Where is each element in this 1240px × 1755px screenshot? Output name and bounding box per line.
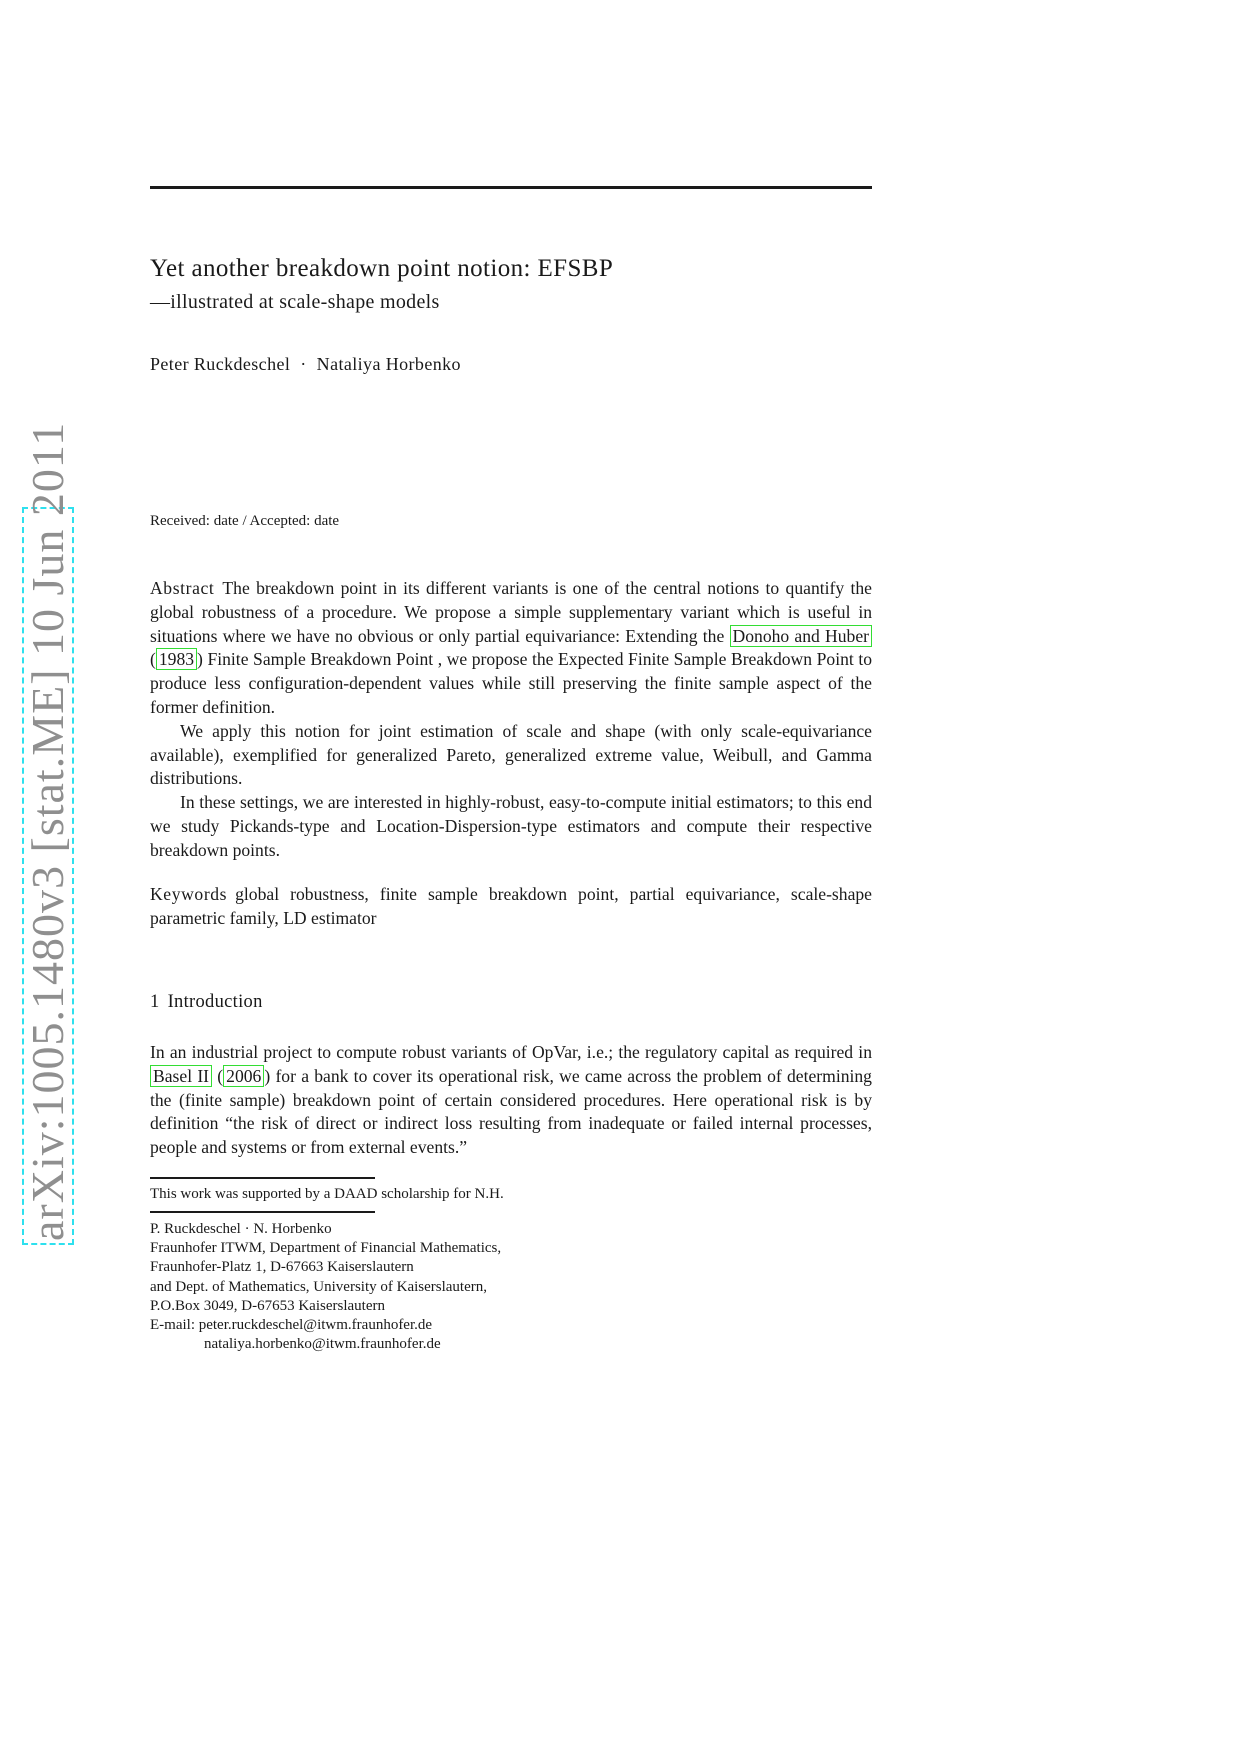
author-separator: ·: [300, 354, 307, 374]
author-name: Nataliya Horbenko: [316, 354, 461, 374]
author-address: [150, 1220, 501, 1354]
citation-link-author[interactable]: Basel II: [150, 1065, 212, 1087]
email-line: E-mail: peter.ruckdeschel@itwm.fraunhofer.de: [150, 1317, 433, 1334]
footnote-rule: [150, 1177, 375, 1179]
section-heading: [150, 992, 263, 1013]
paper-subtitle: —illustrated at scale-shape models: [150, 291, 440, 313]
arxiv-stamp[interactable]: arXiv:1005.1480v3 [stat.ME] 10 Jun 2011: [22, 421, 73, 1241]
section-title: Introduction: [167, 992, 263, 1012]
abstract-paragraph: In these settings, we are interested in highly-robust, easy-to-compute initial estimators; to this end we study Pickands-type and Location-Dispersion-type estimators and compute their respective breakdown points.: [150, 792, 872, 860]
address-line: P. Ruckdeschel · N. Horbenko: [150, 1221, 332, 1237]
address-line: P.O.Box 3049, D-67653 Kaiserslautern: [150, 1297, 385, 1314]
footnote: This work was supported by a DAAD scholarship for N.H.: [150, 1186, 504, 1202]
keywords: [150, 883, 872, 931]
email-line: nataliya.horbenko@itwm.fraunhofer.de: [204, 1336, 441, 1353]
keywords-label: Keywords: [150, 884, 228, 904]
top-rule: [150, 186, 872, 189]
author-list: [150, 354, 461, 375]
abstract-paragraph: We apply this notion for joint estimation of scale and shape (with only scale-equivariance available), exemplified for generalized Pareto, generalized extreme value, Weibull, and Gamma distributions.: [150, 720, 872, 789]
keywords-text: global robustness, finite sample breakdown point, partial equivariance, scale-shape parametric family, LD estimator: [150, 884, 872, 928]
author-name: Peter Ruckdeschel: [150, 354, 291, 374]
citation-link-year[interactable]: 2006: [223, 1065, 264, 1087]
paper-title: Yet another breakdown point notion: EFSBP: [150, 255, 614, 282]
footnote-rule: [150, 1211, 375, 1213]
address-line: Fraunhofer-Platz 1, D-67663 Kaiserslautern: [150, 1259, 414, 1276]
abstract-paragraph: Abstract The breakdown point in its different variants is one of the central notions to quantify the global robustness of a procedure. We propose a simple supplementary variant which is useful in situations where we have no obvious or only partial equivariance: Extending the Donoho and Huber ( 1983 ) Finite Sample Breakdown Point , we propose the Expected Finite Sample Breakdown Point to produce less configuration-dependent values while still preserving the finite sample aspect of the former definition.: [150, 578, 872, 717]
address-line: Fraunhofer ITWM, Department of Financial Mathematics,: [150, 1240, 502, 1257]
abstract: [150, 577, 872, 863]
section-number: 1: [150, 992, 160, 1012]
received-accepted-line: Received: date / Accepted: date: [150, 513, 340, 529]
citation-link-author[interactable]: Donoho and Huber: [730, 625, 873, 647]
abstract-label: Abstract: [150, 578, 215, 598]
citation-link-year[interactable]: 1983: [156, 648, 197, 670]
introduction-paragraph: In an industrial project to compute robust variants of OpVar, i.e.; the regulatory capital as required in Basel II ( 2006 ) for a bank to cover its operational risk, we came across the problem of determining the (finite sample) breakdown point of certain considered procedures. Here operational risk is by definition “the risk of direct or indirect loss resulting from inadequate or failed internal processes, people and systems or from external events.”: [150, 1042, 872, 1158]
address-line: and Dept. of Mathematics, University of Kaiserslautern,: [150, 1278, 487, 1295]
